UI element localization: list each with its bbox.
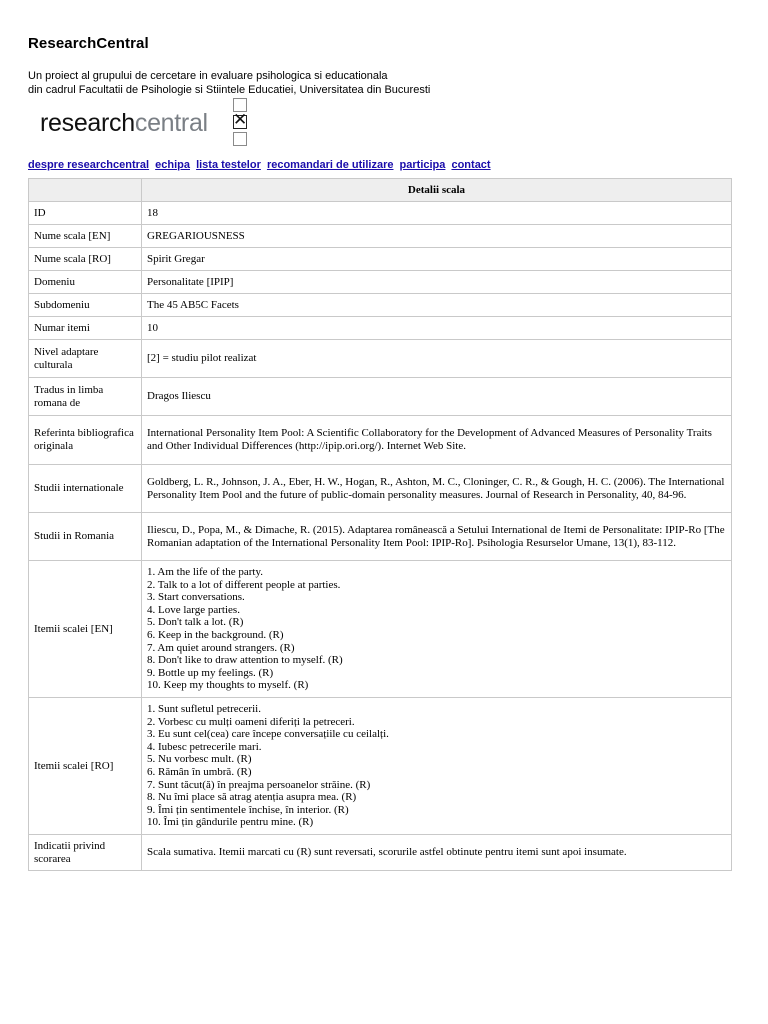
nav-link-echipa[interactable]: echipa [155,159,190,171]
row-value: Dragos Iliescu [142,378,732,416]
row-value: 18 [142,202,732,225]
table-row-name-en [29,225,732,248]
table-row-ro-studies [29,513,732,561]
row-value: Personalitate [IPIP] [142,271,732,294]
list-item: 5. Don't talk a lot. (R) [147,616,244,629]
list-item: 3. Start conversations. [147,591,245,604]
row-label: Tradus in limba romana de [29,378,142,416]
row-value [142,561,732,698]
main-nav [28,159,494,171]
list-item: 4. Love large parties. [147,603,240,616]
row-label: Domeniu [29,271,142,294]
table-header-title: Detalii scala [142,179,732,202]
row-label: Studii in Romania [29,513,142,561]
row-label: Studii internationale [29,465,142,513]
logo-x-mark-icon: ✕ [233,110,248,129]
list-item: 9. Bottle up my feelings. (R) [147,666,274,679]
list-item: 10. Îmi țin gândurile pentru mine. (R) [147,816,314,829]
list-item: 8. Nu îmi place să atrag atenția asupra mea. (R) [147,791,357,804]
list-item: 5. Nu vorbesc mult. (R) [147,753,252,766]
table-row-domain [29,271,732,294]
logo-wordmark [40,108,208,138]
researchcentral-logo[interactable] [40,98,270,156]
logo-checkbox-stack [233,98,251,149]
row-value: International Personality Item Pool: A Scientific Collaboratory for the Development of Advanced Measures of Personality Traits and Other Individual Differences (http://ipip.ori.org/). Internet Web Site. [142,416,732,465]
list-item: 1. Am the life of the party. [147,566,263,579]
nav-link-recomandari[interactable]: recomandari de utilizare [266,159,394,171]
logo-checked-box-icon [233,110,248,129]
table-row-reference [29,416,732,465]
table-row-adaptation-level [29,340,732,378]
table-row-scoring [29,835,732,871]
list-item: 2. Vorbesc cu mulți oameni diferiți la petreceri. [147,715,355,728]
row-value: The 45 AB5C Facets [142,294,732,317]
table-header-row [29,179,732,202]
row-value: 10 [142,317,732,340]
row-label: ID [29,202,142,225]
scale-details-table [28,178,732,871]
row-label: Nume scala [EN] [29,225,142,248]
list-item: 8. Don't like to draw attention to myself. (R) [147,654,343,667]
list-item: 9. Îmi țin sentimentele închise, în interior. (R) [147,803,349,816]
subtitle-line-2: din cadrul Facultatii de Psihologie si Stiintele Educatiei, Universitatea din Bucuresti [28,83,431,96]
nav-link-contact[interactable]: contact [451,159,491,171]
row-label: Itemii scalei [RO] [29,698,142,835]
site-subtitle [28,70,430,97]
row-value [142,698,732,835]
items-ro-list [147,703,726,829]
row-label: Nume scala [RO] [29,248,142,271]
table-row-translator [29,378,732,416]
table-header-corner [29,179,142,202]
list-item: 10. Keep my thoughts to myself. (R) [147,679,309,692]
row-value: [2] = studiu pilot realizat [142,340,732,378]
list-item: 2. Talk to a lot of different people at parties. [147,578,341,591]
subtitle-line-1: Un proiect al grupului de cercetare in evaluare psihologica si educationala [28,70,388,82]
nav-link-lista-testelor[interactable]: lista testelor [196,159,261,171]
site-title: ResearchCentral [28,35,149,52]
list-item: 6. Rămân în umbră. (R) [147,766,252,778]
nav-link-despre[interactable]: despre researchcentral [28,159,150,171]
row-label: Itemii scalei [EN] [29,561,142,698]
row-label: Subdomeniu [29,294,142,317]
table-row-items-ro [29,698,732,835]
items-en-list [147,566,726,692]
list-item: 7. Sunt tăcut(ă) în preajma persoanelor străine. (R) [147,778,371,791]
list-item: 1. Sunt sufletul petrecerii. [147,703,261,716]
table-row-id [29,202,732,225]
table-row-item-count [29,317,732,340]
logo-empty-box-icon [233,132,247,146]
row-label: Numar itemi [29,317,142,340]
table-row-intl-studies [29,465,732,513]
list-item: 7. Am quiet around strangers. (R) [147,641,295,654]
row-value: Goldberg, L. R., Johnson, J. A., Eber, H. W., Hogan, R., Ashton, M. C., Cloninger, C. R., & Gough, H. C. (2006). The International Personality Item Pool and the future of public-domain personality measures. Journal of Research in Personality, 40, 84-96. [142,465,732,513]
nav-link-participa[interactable]: participa [399,159,446,171]
table-row-name-ro [29,248,732,271]
row-label: Nivel adaptare culturala [29,340,142,378]
row-value: GREGARIOUSNESS [142,225,732,248]
table-row-subdomain [29,294,732,317]
list-item: 6. Keep in the background. (R) [147,629,284,641]
row-value: Scala sumativa. Itemii marcati cu (R) sunt reversati, scorurile astfel obtinute pentru itemi sunt apoi insumate. [142,835,732,871]
table-row-items-en [29,561,732,698]
row-label: Referinta bibliografica originala [29,416,142,465]
list-item: 4. Iubesc petrecerile mari. [147,740,262,753]
logo-text-central: central [134,109,208,137]
row-value: Iliescu, D., Popa, M., & Dimache, R. (2015). Adaptarea românească a Setului International de Itemi de Personalitate: IPIP-Ro [The Romanian adaptation of the International Personality Item Pool: IPIP-Ro]. Psihologia Resurselor Umane, 13(1), 83-112. [142,513,732,561]
logo-text-research: research [40,109,135,137]
row-label: Indicatii privind scorarea [29,835,142,871]
list-item: 3. Eu sunt cel(cea) care începe conversațiile cu ceilalți. [147,728,389,741]
row-value: Spirit Gregar [142,248,732,271]
